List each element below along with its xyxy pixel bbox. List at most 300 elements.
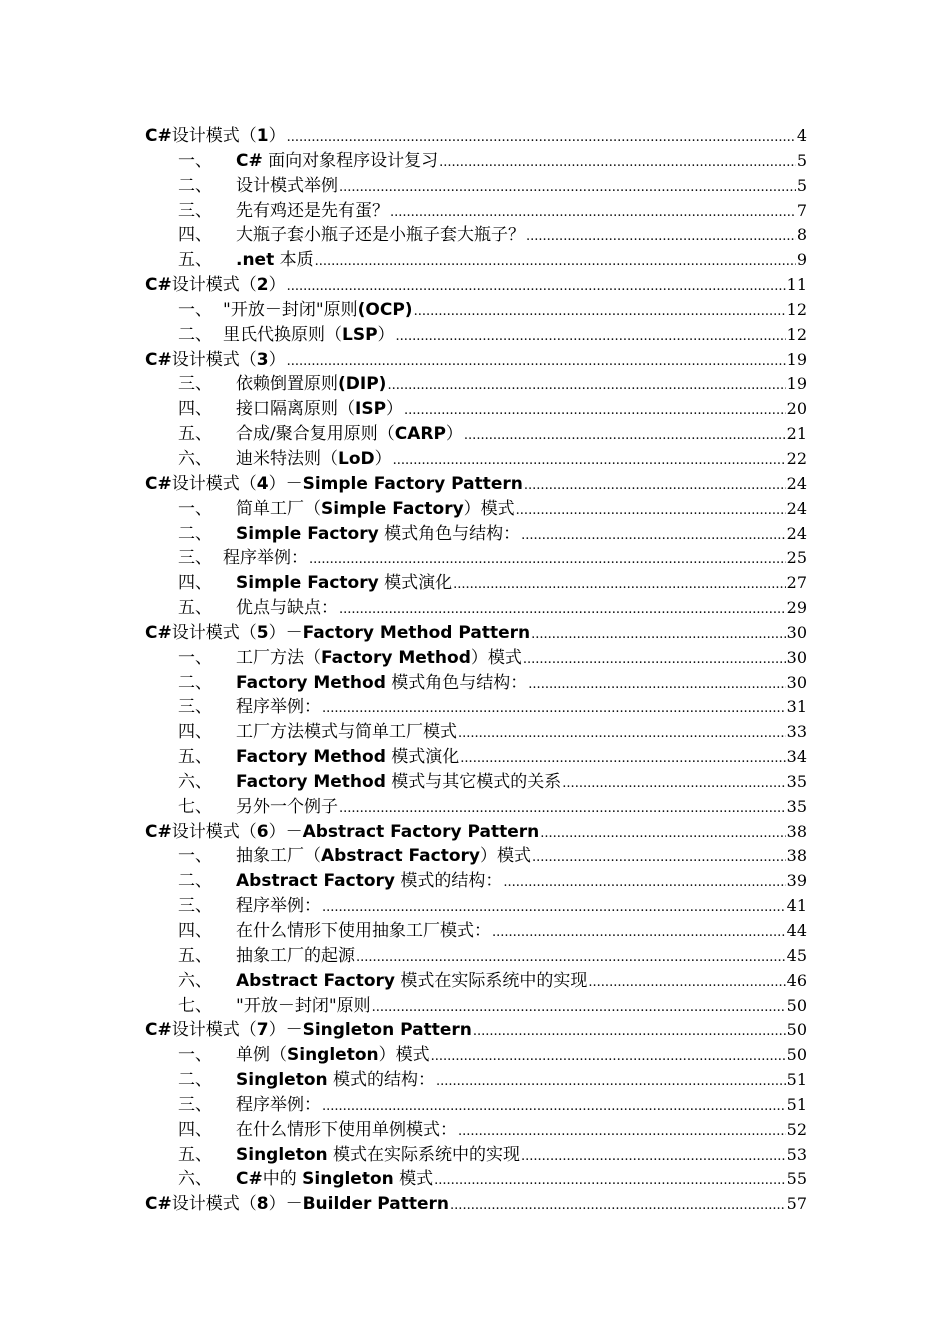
toc-section-entry[interactable] — [145, 894, 807, 919]
toc-dot-leader — [356, 946, 786, 969]
toc-entry-title — [236, 844, 531, 869]
toc-dot-leader — [516, 499, 786, 522]
toc-entry-title — [236, 994, 371, 1019]
toc-section-entry[interactable] — [145, 248, 807, 273]
toc-dot-leader — [453, 573, 786, 596]
toc-entry-title — [236, 372, 386, 397]
toc-entry-number: 六、 — [178, 448, 212, 469]
toc-section-entry[interactable] — [145, 1043, 807, 1068]
toc-title-segment: ） — [377, 324, 395, 345]
toc-title-segment: LSP — [342, 324, 378, 345]
toc-entry-title — [236, 174, 338, 199]
toc-title-segment: 8 — [256, 1194, 269, 1215]
toc-title-segment: 另外一个例子 — [236, 796, 338, 817]
toc-dot-leader — [521, 1145, 786, 1168]
toc-page-number: 19 — [786, 374, 807, 394]
toc-page-number: 44 — [786, 921, 807, 940]
toc-entry-title — [236, 447, 392, 472]
toc-entry-title — [236, 422, 463, 447]
toc-dot-leader — [460, 747, 785, 770]
toc-title-segment: 设计模式（ — [171, 349, 257, 370]
toc-title-segment: (OCP) — [357, 299, 413, 320]
toc-title-segment: 优点与缺点： — [236, 598, 338, 619]
toc-title-segment: 抽象工厂（ — [236, 846, 321, 867]
toc-title-segment: ） — [374, 448, 392, 469]
toc-entry-title — [236, 720, 457, 745]
toc-entry-number: 六、 — [178, 1169, 212, 1190]
toc-dot-leader — [540, 822, 785, 845]
toc-section-entry[interactable] — [145, 397, 807, 422]
toc-section-entry[interactable] — [145, 199, 807, 224]
toc-title-segment: ）－ — [268, 1020, 303, 1041]
toc-page-number: 51 — [786, 1094, 807, 1114]
toc-title-segment: 模式角色与结构： — [385, 672, 528, 693]
toc-section-entry[interactable] — [145, 522, 807, 547]
toc-title-segment: Abstract Factory — [236, 871, 395, 892]
toc-title-segment: Factory Method — [236, 747, 386, 768]
toc-title-segment: ）模式 — [463, 498, 515, 519]
toc-entry-title — [145, 348, 286, 373]
toc-page-number: 38 — [786, 846, 807, 866]
toc-section-entry[interactable] — [145, 646, 807, 671]
toc-dot-leader — [339, 176, 796, 199]
toc-section-entry[interactable] — [145, 149, 807, 174]
toc-title-segment: 模式与其它模式的关系 — [385, 771, 562, 792]
toc-title-segment: "开放－封闭"原则 — [223, 299, 358, 320]
toc-entry-number: 四、 — [178, 399, 212, 420]
toc-title-segment: 合成/聚合复用原则（ — [236, 424, 395, 445]
toc-title-segment: .net — [236, 250, 275, 271]
toc-entry-number: 三、 — [178, 548, 212, 569]
toc-title-segment: 抽象工厂的起源 — [236, 945, 355, 966]
toc-title-segment: 面向对象程序设计复习 — [262, 150, 439, 171]
toc-title-segment: 程序举例： — [223, 548, 308, 569]
toc-title-segment: Factory Method — [236, 771, 386, 792]
toc-page-number: 24 — [786, 473, 807, 493]
toc-dot-leader — [531, 623, 786, 646]
toc-section-entry[interactable] — [145, 323, 807, 348]
toc-entry-number: 三、 — [178, 896, 212, 917]
toc-title-segment: C# — [236, 150, 263, 171]
toc-page-number: 50 — [786, 1045, 807, 1065]
toc-chapter-entry[interactable] — [145, 820, 807, 845]
toc-dot-leader — [431, 1045, 786, 1068]
toc-dot-leader — [524, 474, 786, 497]
toc-entry-title — [145, 1192, 449, 1217]
toc-title-segment: 设计模式（ — [171, 821, 257, 842]
toc-dot-leader — [404, 399, 786, 422]
toc-entry-number: 四、 — [178, 1119, 212, 1140]
toc-section-entry[interactable] — [145, 869, 807, 894]
toc-entry-title — [236, 199, 389, 224]
toc-entry-title — [145, 273, 286, 298]
toc-title-segment: 7 — [256, 1020, 269, 1041]
toc-entry-title — [236, 1068, 435, 1093]
toc-title-segment: C# — [236, 1169, 263, 1190]
toc-entry-title — [236, 1118, 457, 1143]
toc-entry-number: 二、 — [178, 1070, 212, 1091]
toc-dot-leader — [309, 548, 786, 571]
toc-dot-leader — [532, 846, 786, 869]
toc-title-segment: Factory Method — [321, 647, 471, 668]
toc-entry-number: 三、 — [178, 200, 212, 221]
toc-title-segment: ）模式 — [470, 647, 522, 668]
toc-title-segment: 6 — [256, 821, 269, 842]
toc-dot-leader — [562, 772, 785, 795]
toc-title-segment: 本质 — [274, 250, 314, 271]
toc-title-segment: ）模式 — [480, 846, 531, 867]
toc-chapter-entry[interactable] — [145, 124, 807, 149]
toc-dot-leader — [322, 1095, 786, 1118]
toc-dot-leader — [393, 449, 786, 472]
toc-entry-number: 五、 — [178, 598, 212, 619]
toc-title-segment: 模式在实际系统中的实现 — [327, 1144, 521, 1165]
toc-page-number: 50 — [786, 1020, 807, 1040]
toc-entry-number: 一、 — [178, 299, 212, 320]
toc-title-segment: 模式演化 — [378, 573, 453, 594]
toc-dot-leader — [322, 697, 786, 720]
toc-title-segment: ）－ — [268, 473, 303, 494]
toc-title-segment: 1 — [256, 126, 269, 146]
toc-page-number: 45 — [786, 945, 807, 965]
toc-dot-leader — [387, 374, 785, 397]
toc-dot-leader — [396, 325, 786, 348]
toc-page-number: 52 — [786, 1119, 807, 1139]
toc-entry-title — [236, 944, 355, 969]
toc-title-segment: 模式 — [393, 1169, 434, 1190]
toc-title-segment: CARP — [394, 424, 446, 445]
toc-title-segment: 设计模式（ — [171, 1194, 257, 1215]
toc-title-segment: 程序举例： — [236, 697, 321, 718]
toc-title-segment: 模式的结构： — [327, 1070, 436, 1091]
toc-entry-title — [236, 869, 502, 894]
toc-title-segment: 中的 — [262, 1169, 303, 1190]
toc-page-number: 25 — [786, 548, 807, 568]
toc-section-entry[interactable] — [145, 745, 807, 770]
toc-title-segment: 设计模式（ — [171, 622, 257, 643]
toc-title-segment: Singleton — [302, 1169, 394, 1190]
toc-title-segment: 程序举例： — [236, 1094, 321, 1115]
toc-entry-title — [236, 695, 321, 720]
toc-title-segment: 工厂方法（ — [236, 647, 321, 668]
toc-entry-title — [236, 919, 491, 944]
toc-title-segment: 设计模式（ — [171, 1020, 257, 1041]
toc-entry-title — [236, 745, 459, 770]
toc-title-segment: 模式演化 — [385, 747, 460, 768]
toc-dot-leader — [492, 921, 786, 944]
toc-page-number: 20 — [786, 399, 807, 419]
toc-page-number: 5 — [796, 150, 807, 170]
toc-entry-title — [236, 1043, 430, 1068]
table-of-contents — [145, 124, 807, 1217]
toc-entry-title — [236, 671, 527, 696]
toc-title-segment: 设计模式（ — [171, 126, 257, 146]
toc-title-segment: 单例（ — [236, 1045, 287, 1066]
toc-section-entry[interactable] — [145, 695, 807, 720]
toc-title-segment: ） — [268, 349, 286, 370]
toc-section-entry[interactable] — [145, 1143, 807, 1168]
toc-section-entry[interactable] — [145, 546, 807, 571]
toc-title-segment: ）－ — [268, 1194, 303, 1215]
toc-section-entry[interactable] — [145, 1167, 807, 1192]
toc-page-number: 24 — [786, 523, 807, 543]
toc-section-entry[interactable] — [145, 447, 807, 472]
toc-dot-leader — [287, 275, 786, 298]
toc-page-number: 27 — [786, 573, 807, 593]
toc-page-number: 11 — [786, 275, 807, 295]
toc-page-number: 53 — [786, 1144, 807, 1164]
toc-entry-number: 三、 — [178, 374, 212, 395]
toc-title-segment: ） — [445, 424, 463, 445]
toc-dot-leader — [287, 350, 786, 373]
toc-page-number: 34 — [786, 747, 807, 767]
toc-entry-number: 三、 — [178, 1094, 212, 1115]
toc-entry-number: 四、 — [178, 573, 212, 594]
toc-dot-leader — [287, 126, 796, 149]
toc-section-entry[interactable] — [145, 174, 807, 199]
toc-section-entry[interactable] — [145, 571, 807, 596]
toc-title-segment: Builder Pattern — [302, 1194, 450, 1215]
toc-page-number: 30 — [786, 672, 807, 692]
toc-title-segment: Simple Factory — [236, 573, 379, 594]
toc-section-entry[interactable] — [145, 844, 807, 869]
toc-entry-title — [223, 546, 308, 571]
toc-dot-leader — [473, 1020, 786, 1043]
toc-entry-number: 四、 — [178, 225, 212, 246]
toc-section-entry[interactable] — [145, 372, 807, 397]
toc-title-segment: ） — [268, 275, 286, 296]
toc-chapter-entry[interactable] — [145, 273, 807, 298]
toc-page-number: 33 — [786, 722, 807, 742]
toc-section-entry[interactable] — [145, 770, 807, 795]
toc-section-entry[interactable] — [145, 422, 807, 447]
toc-chapter-entry[interactable] — [145, 1192, 807, 1217]
toc-title-segment: 4 — [256, 473, 269, 494]
toc-title-segment: Singleton — [236, 1070, 328, 1091]
toc-page-number: 12 — [786, 324, 807, 344]
toc-page-number: 12 — [786, 299, 807, 319]
toc-entry-number: 一、 — [178, 846, 212, 867]
toc-title-segment: "开放－封闭"原则 — [236, 995, 371, 1016]
toc-entry-number: 一、 — [178, 647, 212, 668]
toc-title-segment: 程序举例： — [236, 896, 321, 917]
toc-title-segment: Simple Factory Pattern — [302, 473, 523, 494]
toc-title-segment: 3 — [256, 349, 269, 370]
toc-entry-number: 二、 — [178, 672, 212, 693]
toc-title-segment: 在什么情形下使用单例模式： — [236, 1119, 457, 1140]
toc-page-number: 21 — [786, 424, 807, 444]
toc-page-number: 19 — [786, 349, 807, 369]
toc-title-segment: 先有鸡还是先有蛋？ — [236, 200, 389, 221]
toc-section-entry[interactable] — [145, 298, 807, 323]
toc-title-segment: Singleton Pattern — [302, 1020, 472, 1041]
toc-dot-leader — [464, 424, 786, 447]
toc-title-segment: 设计模式（ — [171, 275, 257, 296]
toc-page-number: 22 — [786, 448, 807, 468]
toc-entry-title — [236, 894, 321, 919]
toc-title-segment: 接口隔离原则（ — [236, 399, 355, 420]
toc-entry-title — [236, 497, 515, 522]
toc-entry-number: 一、 — [178, 1045, 212, 1066]
toc-page-number: 51 — [786, 1070, 807, 1090]
toc-title-segment: Abstract Factory — [321, 846, 480, 867]
toc-entry-title — [236, 248, 314, 273]
toc-dot-leader — [458, 1120, 786, 1143]
toc-dot-leader — [439, 151, 796, 174]
toc-section-entry[interactable] — [145, 1118, 807, 1143]
toc-section-entry[interactable] — [145, 223, 807, 248]
toc-section-entry[interactable] — [145, 919, 807, 944]
toc-title-segment: ） — [386, 399, 404, 420]
toc-title-segment: 简单工厂（ — [236, 498, 321, 519]
toc-chapter-entry[interactable] — [145, 1018, 807, 1043]
toc-page-number: 30 — [786, 647, 807, 667]
toc-title-segment: 里氏代换原则（ — [223, 324, 342, 345]
toc-section-entry[interactable] — [145, 994, 807, 1019]
toc-entry-title — [236, 571, 452, 596]
toc-entry-title — [236, 1093, 321, 1118]
toc-section-entry[interactable] — [145, 720, 807, 745]
toc-section-entry[interactable] — [145, 944, 807, 969]
toc-title-segment: Abstract Factory — [236, 970, 395, 991]
toc-dot-leader — [526, 225, 796, 248]
toc-entry-number: 五、 — [178, 747, 212, 768]
toc-title-segment: Singleton — [287, 1045, 379, 1066]
toc-title-segment: ）模式 — [378, 1045, 430, 1066]
toc-entry-number: 五、 — [178, 424, 212, 445]
toc-entry-number: 六、 — [178, 771, 212, 792]
toc-page-number: 55 — [786, 1169, 807, 1189]
toc-entry-number: 一、 — [178, 150, 212, 171]
toc-chapter-entry[interactable] — [145, 348, 807, 373]
toc-title-segment: 5 — [256, 622, 269, 643]
toc-entry-title — [223, 298, 413, 323]
toc-title-segment: LoD — [338, 448, 375, 469]
toc-page-number: 35 — [786, 796, 807, 816]
toc-title-segment: 工厂方法模式与简单工厂模式 — [236, 722, 457, 743]
toc-title-segment: ）－ — [268, 622, 303, 643]
toc-entry-title — [236, 1143, 520, 1168]
toc-title-segment: 设计模式（ — [171, 473, 257, 494]
toc-title-segment: Factory Method — [236, 672, 386, 693]
toc-title-segment: C# — [145, 622, 172, 643]
toc-title-segment: 设计模式举例 — [236, 175, 338, 196]
toc-title-segment: C# — [145, 1020, 172, 1041]
toc-page-number: 7 — [796, 200, 807, 220]
toc-page-number: 46 — [786, 970, 807, 990]
toc-dot-leader — [588, 971, 785, 994]
toc-section-entry[interactable] — [145, 969, 807, 994]
toc-entry-title — [236, 795, 338, 820]
toc-dot-leader — [322, 896, 786, 919]
toc-section-entry[interactable] — [145, 795, 807, 820]
toc-title-segment: C# — [145, 349, 172, 370]
toc-dot-leader — [436, 1070, 786, 1093]
toc-entry-title — [236, 646, 522, 671]
toc-entry-number: 五、 — [178, 1144, 212, 1165]
toc-dot-leader — [390, 201, 796, 224]
toc-entry-title — [236, 397, 403, 422]
toc-title-segment: C# — [145, 473, 172, 494]
toc-chapter-entry[interactable] — [145, 472, 807, 497]
toc-entry-number: 五、 — [178, 250, 212, 271]
toc-entry-number: 二、 — [178, 175, 212, 196]
toc-dot-leader — [523, 648, 786, 671]
toc-title-segment: C# — [145, 821, 172, 842]
toc-page-number: 30 — [786, 622, 807, 642]
toc-dot-leader — [315, 250, 796, 273]
toc-page-number: 41 — [786, 896, 807, 916]
toc-dot-leader — [339, 797, 786, 820]
toc-title-segment: 模式角色与结构： — [378, 523, 521, 544]
toc-page-number: 24 — [786, 498, 807, 518]
toc-dot-leader — [434, 1169, 785, 1192]
toc-entry-title — [223, 323, 395, 348]
toc-entry-title — [236, 522, 520, 547]
toc-title-segment: C# — [145, 1194, 172, 1215]
toc-dot-leader — [503, 871, 785, 894]
toc-entry-title — [236, 770, 561, 795]
toc-title-segment: ）－ — [268, 821, 303, 842]
toc-title-segment: Factory Method Pattern — [302, 622, 531, 643]
toc-section-entry[interactable] — [145, 1093, 807, 1118]
toc-section-entry[interactable] — [145, 1068, 807, 1093]
toc-title-segment: 迪米特法则（ — [236, 448, 338, 469]
toc-section-entry[interactable] — [145, 497, 807, 522]
toc-dot-leader — [450, 1194, 786, 1217]
toc-entry-number: 二、 — [178, 523, 212, 544]
toc-title-segment: ） — [268, 126, 286, 146]
toc-title-segment: C# — [145, 275, 172, 296]
toc-entry-title — [236, 1167, 433, 1192]
toc-title-segment: 模式在实际系统中的实现 — [395, 970, 588, 991]
toc-entry-number: 二、 — [178, 871, 212, 892]
toc-title-segment: 依赖倒置原则 — [236, 374, 338, 395]
toc-title-segment: Simple Factory — [321, 498, 464, 519]
toc-section-entry[interactable] — [145, 671, 807, 696]
toc-chapter-entry[interactable] — [145, 621, 807, 646]
toc-title-segment: C# — [145, 126, 172, 146]
toc-entry-title — [236, 596, 338, 621]
toc-entry-title — [145, 472, 523, 497]
toc-page-number: 38 — [786, 821, 807, 841]
toc-title-segment: 模式的结构： — [395, 871, 503, 892]
toc-entry-number: 三、 — [178, 697, 212, 718]
toc-entry-title — [145, 124, 286, 149]
toc-page-number: 57 — [786, 1194, 807, 1214]
toc-page-number: 35 — [786, 771, 807, 791]
toc-dot-leader — [339, 598, 786, 621]
toc-entry-number: 四、 — [178, 722, 212, 743]
toc-entry-number: 二、 — [178, 324, 212, 345]
toc-dot-leader — [372, 996, 786, 1019]
toc-entry-number: 五、 — [178, 945, 212, 966]
toc-title-segment: ISP — [355, 399, 387, 420]
toc-page-number: 31 — [786, 697, 807, 717]
toc-entry-title — [236, 223, 525, 248]
toc-page-number: 8 — [796, 225, 807, 245]
toc-title-segment: Singleton — [236, 1144, 328, 1165]
toc-title-segment: 在什么情形下使用抽象工厂模式： — [236, 921, 491, 941]
toc-page-number: 50 — [786, 995, 807, 1015]
toc-entry-number: 七、 — [178, 796, 212, 817]
toc-entry-number: 七、 — [178, 995, 212, 1016]
toc-section-entry[interactable] — [145, 596, 807, 621]
toc-entry-number: 四、 — [178, 921, 212, 941]
toc-title-segment: 大瓶子套小瓶子还是小瓶子套大瓶子？ — [236, 225, 525, 246]
toc-entry-title — [145, 820, 539, 845]
toc-entry-title — [236, 969, 587, 994]
